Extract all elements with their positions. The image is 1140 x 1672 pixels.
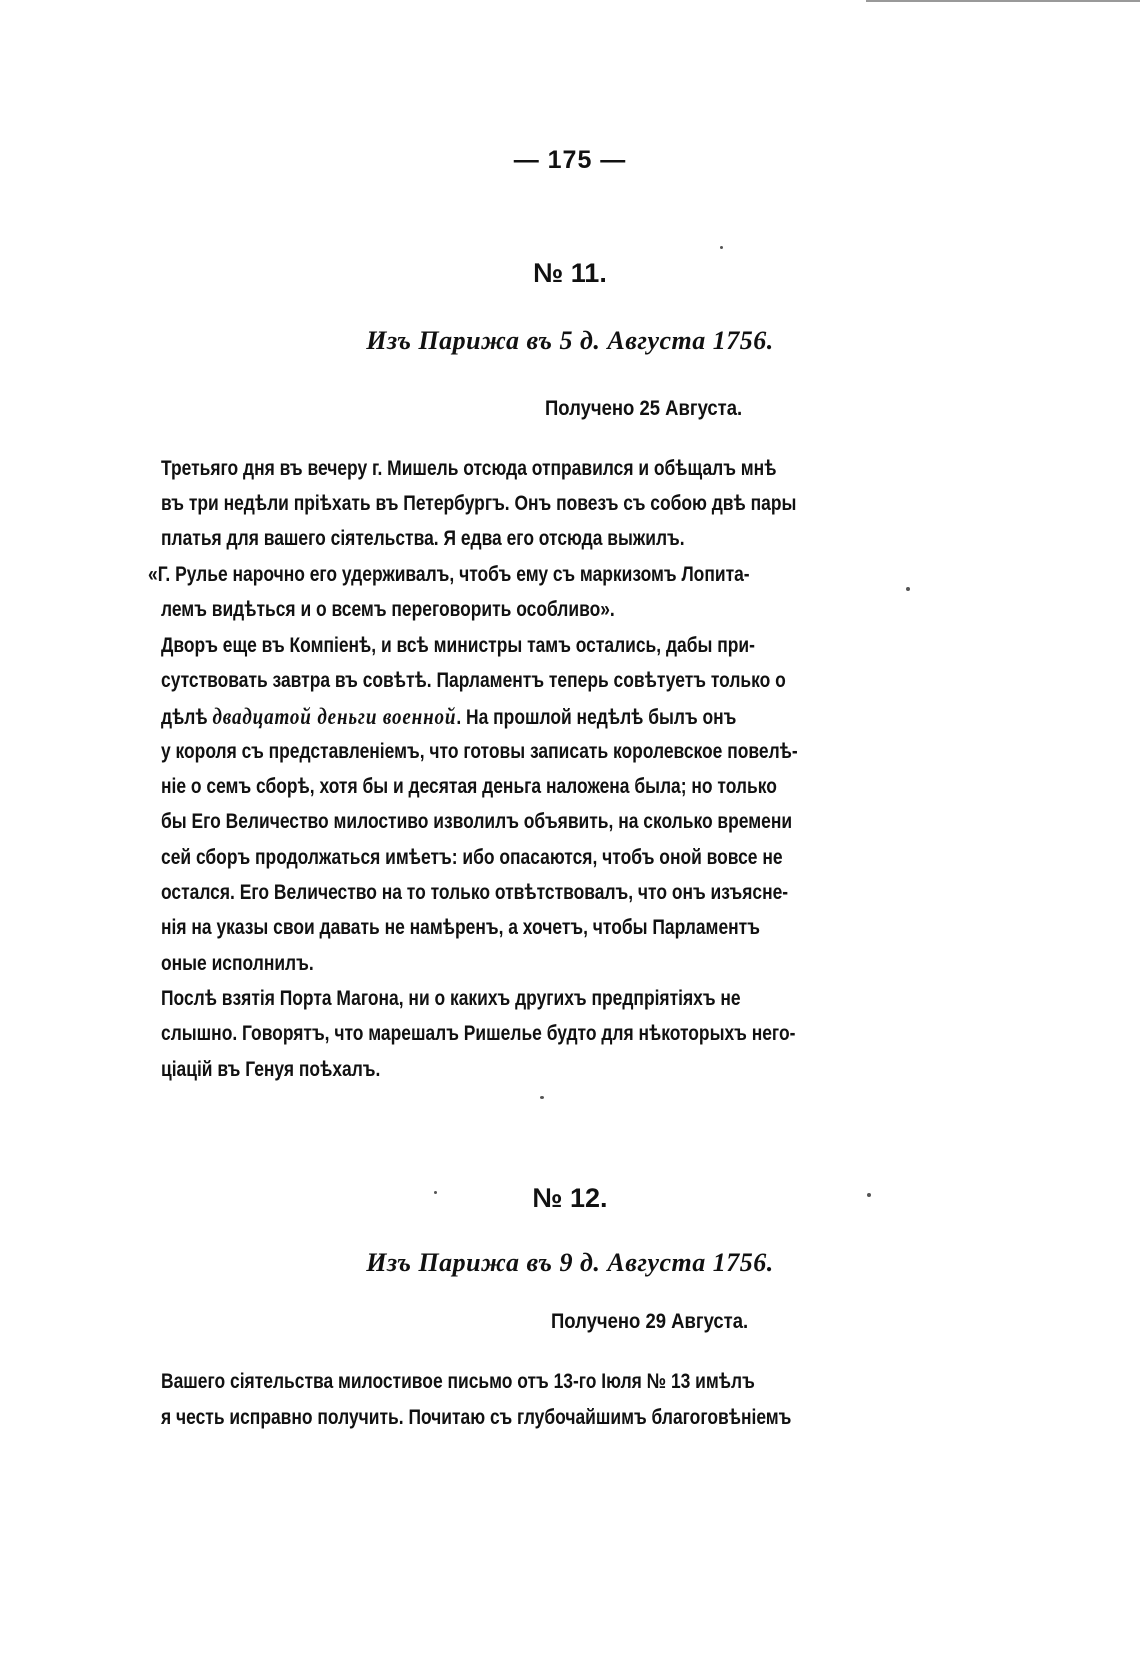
text-line: у короля съ представленіемъ, что готовы записать королевское повелѣ- (161, 740, 798, 763)
text-line: слышно. Говорятъ, что марешалъ Ришелье будто для нѣкоторыхъ него- (161, 1022, 796, 1045)
text-line: платья для вашего сіятельства. Я едва его отсюда выжилъ. (161, 527, 685, 550)
text-line: Третьяго дня въ вечеру г. Мишель отсюда отправился и обѣщалъ мнѣ (161, 457, 777, 480)
text-line: ніе о семъ сборѣ, хотя бы и десятая деньга наложена была; но только (161, 775, 777, 798)
page-number: — 175 — (513, 146, 627, 174)
text-line: остался. Его Величество на то только отвѣтствовалъ, что онъ изъясне- (161, 881, 789, 904)
scan-speck (906, 587, 910, 591)
text-line: лемъ видѣться и о всемъ переговорить особливо». (161, 598, 615, 621)
document-heading: Изъ Парижа въ 9 д. Августа 1756. (366, 1248, 774, 1277)
document-number: № 11. (533, 258, 607, 288)
text-line: оные исполнилъ. (161, 952, 314, 975)
italic-phrase: двадцатой деньги военной (212, 704, 457, 729)
text-line: «Г. Рулье нарочно его удерживалъ, чтобъ ему съ маркизомъ Лопита- (148, 563, 750, 586)
text-line: Послѣ взятія Порта Магона, ни о какихъ другихъ предпріятіяхъ не (161, 987, 741, 1010)
scan-speck (720, 246, 723, 249)
received-date: Получено 25 Августа. (545, 397, 743, 420)
text-line-content: дѣлѣ двадцатой деньги военной. На прошлой недѣлѣ былъ онъ (161, 704, 737, 729)
received-date: Получено 29 Августа. (551, 1310, 749, 1333)
top-edge-rule (866, 0, 1140, 2)
scan-speck (867, 1193, 871, 1197)
text-line: Вашего сіятельства милостивое письмо отъ 13-го Іюля № 13 имѣлъ (161, 1370, 755, 1393)
text-line: сутствовать завтра въ совѣтѣ. Парламентъ теперь совѣтуетъ только о (161, 669, 786, 692)
text-line: сей сборъ продолжаться имѣетъ: ибо опасаются, чтобъ оной вовсе не (161, 846, 783, 869)
scan-speck (434, 1191, 437, 1194)
document-number: № 12. (532, 1183, 608, 1213)
text-line: я честь исправно получить. Почитаю съ глубочайшимъ благоговѣніемъ (161, 1406, 792, 1429)
text-line-with-italic (161, 704, 918, 730)
text-line: бы Его Величество милостиво изволилъ объявить, на сколько времени (161, 810, 793, 833)
scan-speck (540, 1096, 544, 1099)
text-line: въ три недѣли пріѣхать въ Петербургъ. Онъ повезъ съ собою двѣ пары (161, 492, 797, 515)
text-line: ціацій въ Генуя поѣхалъ. (161, 1058, 381, 1081)
document-heading: Изъ Парижа въ 5 д. Августа 1756. (366, 326, 774, 355)
text-line: нія на указы свои давать не намѣренъ, а хочетъ, чтобы Парламентъ (161, 916, 760, 939)
text-line: Дворъ еще въ Компіенѣ, и всѣ министры тамъ остались, дабы при- (161, 634, 755, 657)
